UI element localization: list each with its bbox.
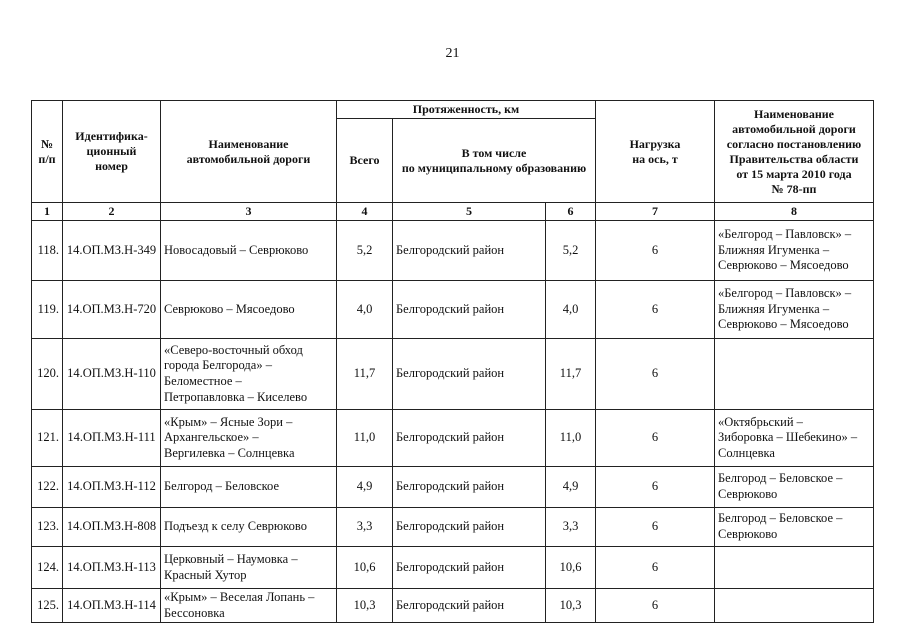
- district: Белгородский район: [393, 221, 546, 281]
- gov-road-name: Белгород – Беловское – Севрюково: [715, 467, 874, 508]
- district: Белгородский район: [393, 589, 546, 623]
- total-length: 5,2: [337, 221, 393, 281]
- road-id: 14.ОП.МЗ.Н-113: [63, 547, 161, 589]
- gov-road-name: [715, 589, 874, 623]
- header-total: Всего: [337, 119, 393, 203]
- district: Белгородский район: [393, 410, 546, 467]
- row-number: 118.: [32, 221, 63, 281]
- header-length-group: Протяженность, км: [337, 101, 596, 119]
- road-id: 14.ОП.МЗ.Н-111: [63, 410, 161, 467]
- axle-load: 6: [596, 467, 715, 508]
- gov-road-name: «Октябрьский – Зиборовка – Шебекино» – Солнцевка: [715, 410, 874, 467]
- table-row: [32, 547, 874, 589]
- district: Белгородский район: [393, 467, 546, 508]
- axle-load: 6: [596, 281, 715, 339]
- row-number: 124.: [32, 547, 63, 589]
- table-row: [32, 281, 874, 339]
- district-length: 10,6: [546, 547, 596, 589]
- road-name: Новосадовый – Севрюково: [161, 221, 337, 281]
- road-name: Белгород – Беловское: [161, 467, 337, 508]
- row-number: 125.: [32, 589, 63, 623]
- table-row: [32, 508, 874, 547]
- district-length: 3,3: [546, 508, 596, 547]
- column-number: 4: [337, 203, 393, 221]
- district: Белгородский район: [393, 508, 546, 547]
- column-number: 8: [715, 203, 874, 221]
- road-name: Церковный – Наумовка – Красный Хутор: [161, 547, 337, 589]
- district: Белгородский район: [393, 339, 546, 410]
- column-number: 6: [546, 203, 596, 221]
- header-num: № п/п: [32, 101, 63, 203]
- road-name: «Северо-восточный обход города Белгорода» – Беломестное – Петропавловка – Киселево: [161, 339, 337, 410]
- axle-load: 6: [596, 589, 715, 623]
- district-length: 11,7: [546, 339, 596, 410]
- header-gov-road-name: Наименование автомобильной дороги согласно постановлению Правительства области от 15 марта 2010 года № 78-пп: [715, 101, 874, 203]
- row-number: 123.: [32, 508, 63, 547]
- road-id: 14.ОП.МЗ.Н-110: [63, 339, 161, 410]
- district-length: 10,3: [546, 589, 596, 623]
- column-number-row: [32, 203, 874, 221]
- gov-road-name: «Белгород – Павловск» – Ближняя Игуменка – Севрюково – Мясоедово: [715, 281, 874, 339]
- table-row: [32, 339, 874, 410]
- total-length: 11,0: [337, 410, 393, 467]
- row-number: 119.: [32, 281, 63, 339]
- header-axle-load: Нагрузка на ось, т: [596, 101, 715, 203]
- district-length: 11,0: [546, 410, 596, 467]
- district-length: 5,2: [546, 221, 596, 281]
- axle-load: 6: [596, 508, 715, 547]
- column-number: 1: [32, 203, 63, 221]
- axle-load: 6: [596, 339, 715, 410]
- district-length: 4,0: [546, 281, 596, 339]
- row-number: 121.: [32, 410, 63, 467]
- gov-road-name: [715, 547, 874, 589]
- road-name: Севрюково – Мясоедово: [161, 281, 337, 339]
- table-row: [32, 589, 874, 623]
- total-length: 11,7: [337, 339, 393, 410]
- total-length: 3,3: [337, 508, 393, 547]
- header-id: Идентифика- ционный номер: [63, 101, 161, 203]
- axle-load: 6: [596, 221, 715, 281]
- gov-road-name: Белгород – Беловское – Севрюково: [715, 508, 874, 547]
- table-row: [32, 410, 874, 467]
- road-id: 14.ОП.МЗ.Н-808: [63, 508, 161, 547]
- road-name: «Крым» – Ясные Зори – Архангельское» – Вергилевка – Солнцевка: [161, 410, 337, 467]
- column-number: 3: [161, 203, 337, 221]
- road-id: 14.ОП.МЗ.Н-112: [63, 467, 161, 508]
- header-road-name: Наименование автомобильной дороги: [161, 101, 337, 203]
- gov-road-name: «Белгород – Павловск» – Ближняя Игуменка – Севрюково – Мясоедово: [715, 221, 874, 281]
- road-name: «Крым» – Веселая Лопань – Бессоновка: [161, 589, 337, 623]
- district-length: 4,9: [546, 467, 596, 508]
- column-number: 2: [63, 203, 161, 221]
- district: Белгородский район: [393, 547, 546, 589]
- column-number: 7: [596, 203, 715, 221]
- row-number: 122.: [32, 467, 63, 508]
- total-length: 10,6: [337, 547, 393, 589]
- road-id: 14.ОП.МЗ.Н-349: [63, 221, 161, 281]
- road-id: 14.ОП.МЗ.Н-720: [63, 281, 161, 339]
- total-length: 4,0: [337, 281, 393, 339]
- axle-load: 6: [596, 410, 715, 467]
- district: Белгородский район: [393, 281, 546, 339]
- table-row: [32, 221, 874, 281]
- total-length: 10,3: [337, 589, 393, 623]
- total-length: 4,9: [337, 467, 393, 508]
- column-number: 5: [393, 203, 546, 221]
- gov-road-name: [715, 339, 874, 410]
- table-row: [32, 467, 874, 508]
- roads-table: [31, 100, 874, 623]
- header-municipal: В том числе по муниципальному образованию: [393, 119, 596, 203]
- road-name: Подъезд к селу Севрюково: [161, 508, 337, 547]
- road-id: 14.ОП.МЗ.Н-114: [63, 589, 161, 623]
- page-number: 21: [445, 46, 460, 61]
- axle-load: 6: [596, 547, 715, 589]
- row-number: 120.: [32, 339, 63, 410]
